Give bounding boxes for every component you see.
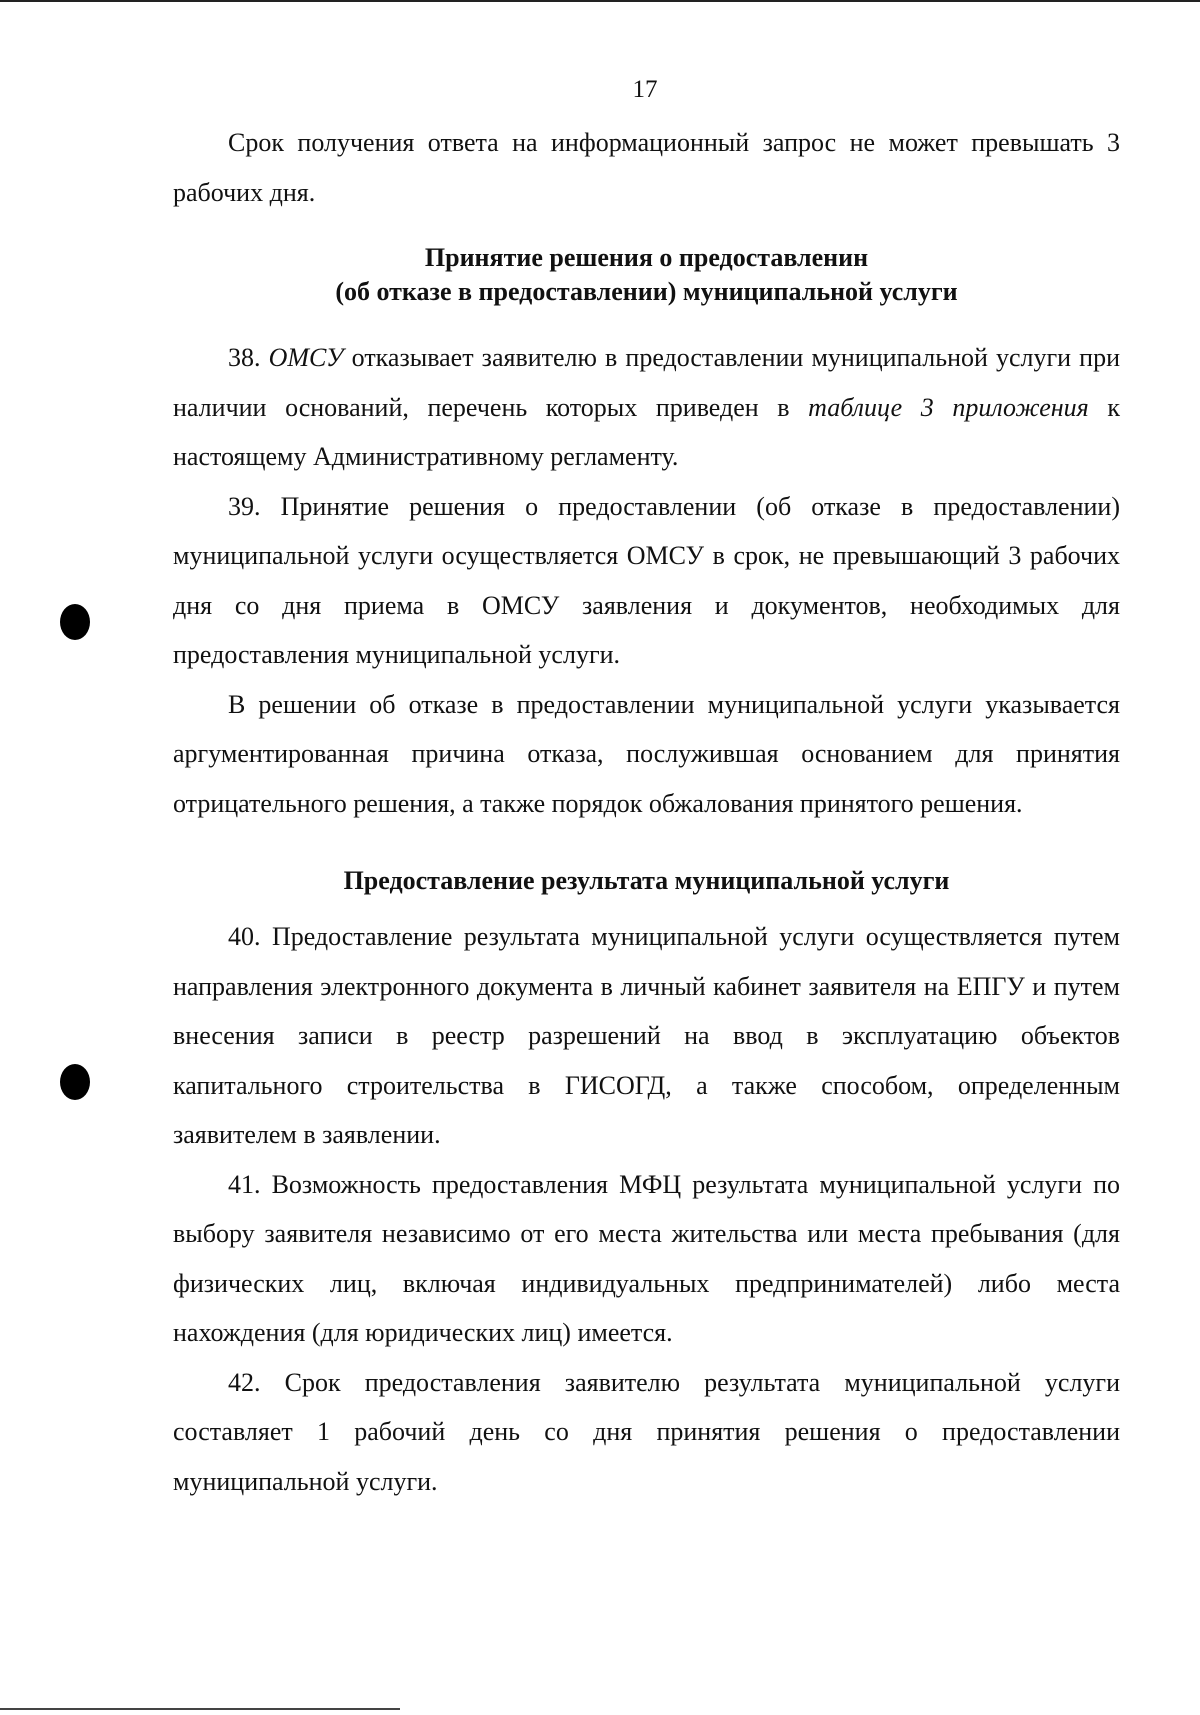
page-number: 17 (632, 76, 658, 103)
punch-hole-mark-lower (60, 1064, 90, 1100)
paragraph-38-number: 38. (228, 343, 261, 372)
paragraph-38 (173, 333, 1120, 482)
top-edge-rule (0, 0, 1200, 2)
document-body (173, 118, 1120, 1506)
punch-hole-mark-upper (60, 604, 90, 640)
paragraph-41: 41. Возможность предоставления МФЦ результата муниципальной услуги по выбору заявителя независимо от его места жительства или места пребывания (для физических лиц, включая индивидуальных предпринимателей) либо места нахождения (для юридических лиц) имеется. (173, 1169, 1120, 1347)
paragraph-39: 39. Принятие решения о предоставлении (об отказе в предоставлении) муниципальной услуги осуществляется ОМСУ в срок, не превышающий 3 рабочих дня со дня приема в ОМСУ заявления и документов, необходимых для предоставления муниципальной услуги. (173, 491, 1120, 669)
paragraph-38-text-a: отказывает заявителю в предоставлении муниципальной услуги при наличии оснований, перечень которых приведен в (173, 343, 1121, 422)
section-heading-result: Предоставление результата муниципальной услуги (343, 866, 950, 895)
paragraph-38-table-reference: таблице 3 приложения (808, 392, 1089, 422)
paragraph-40: 40. Предоставление результата муниципальной услуги осуществляется путем направления электронного документа в личный кабинет заявителя на ЕПГУ и путем внесения записи в реестр разрешений на ввод в эксплуатацию объектов капитального строительства в ГИСОГД, а также способом, определенным заявителем в заявлении. (173, 922, 1120, 1149)
bottom-edge-rule (0, 1708, 400, 1710)
paragraph-42: 42. Срок предоставления заявителю результата муниципальной услуги составляет 1 рабочий день со дня принятия решения о предоставлении муниципальной услуги. (173, 1367, 1120, 1496)
paragraph-39-refusal: В решении об отказе в предоставлении муниципальной услуги указывается аргументированная причина отказа, послужившая основанием для принятия отрицательного решения, а также порядок обжалования принятого решения. (173, 689, 1120, 818)
paragraph-38-omsu: ОМСУ (268, 343, 344, 372)
paragraph-38-text-b: к настоящему Административному регламенту. (173, 392, 1120, 471)
paragraph-intro: Срок получения ответа на информационный запрос не может превышать 3 рабочих дня. (173, 128, 1120, 207)
section-heading-decision (173, 241, 1120, 309)
section-heading-decision-line-2: (об отказе в предоставлении) муниципальной услуги (335, 277, 958, 306)
section-heading-decision-line-1: Принятие решения о предоставленин (424, 243, 869, 272)
